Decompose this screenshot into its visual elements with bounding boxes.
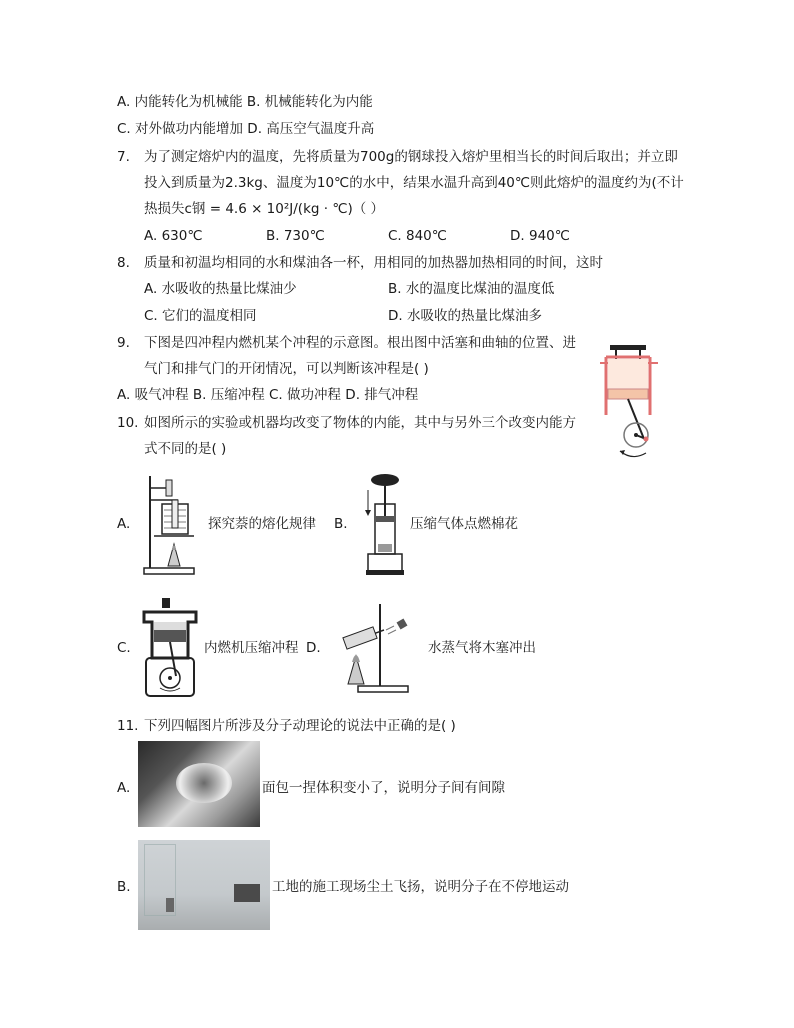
q10-option-b-text: 压缩气体点燃棉花 — [410, 516, 518, 532]
q7-stem-line1: 为了测定熔炉内的温度，先将质量为700g的钢球投入熔炉里相当长的时间后取出；并立即 — [144, 149, 678, 165]
q9-number: 9. — [117, 335, 130, 351]
steam-cork-apparatus — [334, 600, 418, 696]
q8-option-c: C. 它们的温度相同 — [144, 308, 257, 324]
q11-stem: 下列四幅图片所涉及分子动理论的说法中正确的是( ) — [144, 718, 456, 734]
q11-option-b-text: 工地的施工现场尘土飞扬，说明分子在不停地运动 — [272, 879, 569, 895]
q7-option-c: C. 840℃ — [388, 228, 447, 244]
q8-number: 8. — [117, 255, 130, 271]
q7-option-b: B. 730℃ — [266, 228, 325, 244]
q10-option-d-text: 水蒸气将木塞冲出 — [428, 640, 536, 656]
q8-option-a: A. 水吸收的热量比煤油少 — [144, 281, 297, 297]
construction-dust-photo — [138, 840, 270, 930]
q11-number: 11. — [117, 718, 139, 734]
q10-stem-line2: 式不同的是( ) — [144, 441, 227, 457]
q10-option-b-letter: B. — [334, 516, 348, 532]
q10-option-a-letter: A. — [117, 516, 131, 532]
q7-number: 7. — [117, 149, 130, 165]
q6-options-line2: C. 对外做功内能增加 D. 高压空气温度升高 — [117, 121, 375, 137]
q8-option-b: B. 水的温度比煤油的温度低 — [388, 281, 555, 297]
q8-stem: 质量和初温均相同的水和煤油各一杯，用相同的加热器加热相同的时间，这时 — [144, 255, 603, 271]
q10-number: 10. — [117, 415, 139, 431]
q9-stem-line1: 下图是四冲程内燃机某个冲程的示意图。根出图中活塞和曲轴的位置、进 — [144, 335, 576, 351]
engine-compression-stroke — [138, 596, 202, 700]
q11-option-a-letter: A. — [117, 780, 131, 796]
q7-option-a: A. 630℃ — [144, 228, 203, 244]
q10-stem-line1: 如图所示的实验或机器均改变了物体的内能，其中与另外三个改变内能方 — [144, 415, 576, 431]
q9-stem-line2: 气门和排气门的开闭情况，可以判断该冲程是( ) — [144, 361, 429, 377]
q8-option-d: D. 水吸收的热量比煤油多 — [388, 308, 542, 324]
q7-stem-line2: 投入到质量为2.3kg、温度为10℃的水中，结果水温升高到40℃则此熔炉的温度约为(不计 — [144, 175, 684, 191]
q10-option-c-text: 内燃机压缩冲程 — [204, 640, 299, 656]
q10-option-d-letter: D. — [306, 640, 321, 656]
q10-option-a-text: 探究萘的熔化规律 — [208, 516, 316, 532]
engine-stroke-diagram — [598, 343, 670, 463]
q9-options: A. 吸气冲程 B. 压缩冲程 C. 做功冲程 D. 排气冲程 — [117, 387, 419, 403]
bread-squeeze-photo — [138, 741, 260, 827]
q7-stem-line3: 热损失c钢 = 4.6 × 10²J/(kg · ℃)（ ） — [144, 201, 385, 217]
q7-option-d: D. 940℃ — [510, 228, 570, 244]
q6-options-line1: A. 内能转化为机械能 B. 机械能转化为内能 — [117, 94, 373, 110]
q11-option-a-text: 面包一捏体积变小了，说明分子间有间隙 — [262, 780, 505, 796]
q11-option-b-letter: B. — [117, 879, 131, 895]
naphthalene-melting-apparatus — [140, 470, 200, 578]
q10-option-c-letter: C. — [117, 640, 131, 656]
air-compression-syringe — [362, 470, 408, 578]
